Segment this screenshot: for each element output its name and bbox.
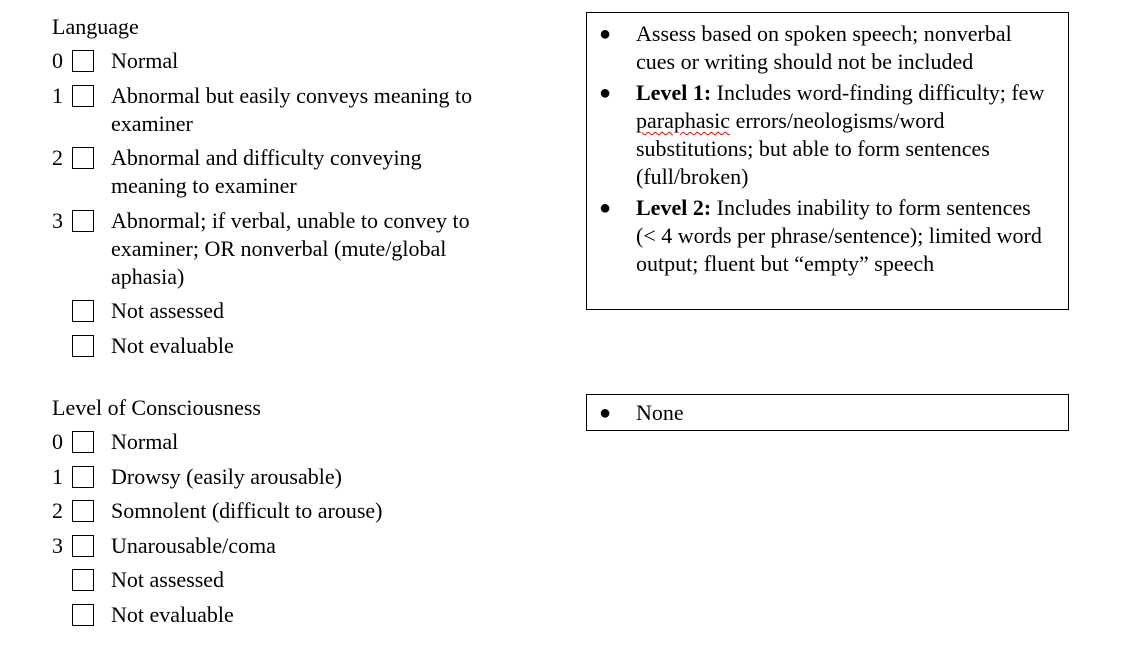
bullet-icon: ●: [599, 23, 612, 45]
option-score: 2: [52, 498, 63, 523]
option-label: Unarousable/coma: [111, 533, 276, 558]
checkbox[interactable]: [72, 147, 94, 169]
checkbox[interactable]: [72, 335, 94, 357]
option-label: Abnormal; if verbal, unable to convey to examiner; OR nonverbal (mute/global aphasia): [111, 208, 470, 289]
language-notes-box: [586, 12, 1069, 310]
option-label: Normal: [111, 48, 179, 73]
option-label: Not assessed: [111, 567, 225, 592]
bullet-icon: ●: [599, 82, 612, 104]
bullet-icon: ●: [599, 402, 612, 424]
option-score: 1: [52, 464, 63, 489]
checkbox[interactable]: [72, 535, 94, 557]
note-item: [587, 20, 1051, 76]
option-label: Not evaluable: [111, 333, 234, 358]
checkbox[interactable]: [72, 604, 94, 626]
option-score: 0: [52, 429, 63, 454]
option-label: Drowsy (easily arousable): [111, 464, 342, 489]
option-label: Not evaluable: [111, 602, 234, 627]
option-label: Not assessed: [111, 298, 225, 323]
checkbox[interactable]: [72, 466, 94, 488]
checkbox[interactable]: [72, 85, 94, 107]
option-score: 3: [52, 533, 63, 558]
note-item: [587, 399, 1051, 427]
option-label: Abnormal but easily conveys meaning to examiner: [111, 83, 473, 136]
note-text: None: [636, 400, 684, 425]
option-score: 1: [52, 83, 63, 108]
consciousness-notes-box: [586, 394, 1069, 431]
option-label: Normal: [111, 429, 179, 454]
option-score: 0: [52, 48, 63, 73]
checkbox[interactable]: [72, 500, 94, 522]
note-text: Level 1: Includes word-finding difficulty; few paraphasic errors/neologisms/word substitutions; but able to form sentences (full/broken): [636, 80, 1045, 189]
consciousness-title: Level of Consciousness: [52, 395, 261, 420]
option-score: 3: [52, 208, 63, 233]
checkbox[interactable]: [72, 569, 94, 591]
bullet-icon: ●: [599, 197, 612, 219]
checkbox[interactable]: [72, 431, 94, 453]
checkbox[interactable]: [72, 50, 94, 72]
note-text: Level 2: Includes inability to form sentences (< 4 words per phrase/sentence); limited word output; fluent but “empty” speech: [636, 195, 1042, 276]
note-item: [587, 79, 1051, 191]
checkbox[interactable]: [72, 210, 94, 232]
option-label: Somnolent (difficult to arouse): [111, 498, 383, 523]
option-label: Abnormal and difficulty conveying meaning to examiner: [111, 145, 422, 198]
checkbox[interactable]: [72, 300, 94, 322]
option-score: 2: [52, 145, 63, 170]
note-item: [587, 194, 1051, 278]
language-title: Language: [52, 14, 139, 39]
note-text: Assess based on spoken speech; nonverbal cues or writing should not be included: [636, 21, 1012, 74]
